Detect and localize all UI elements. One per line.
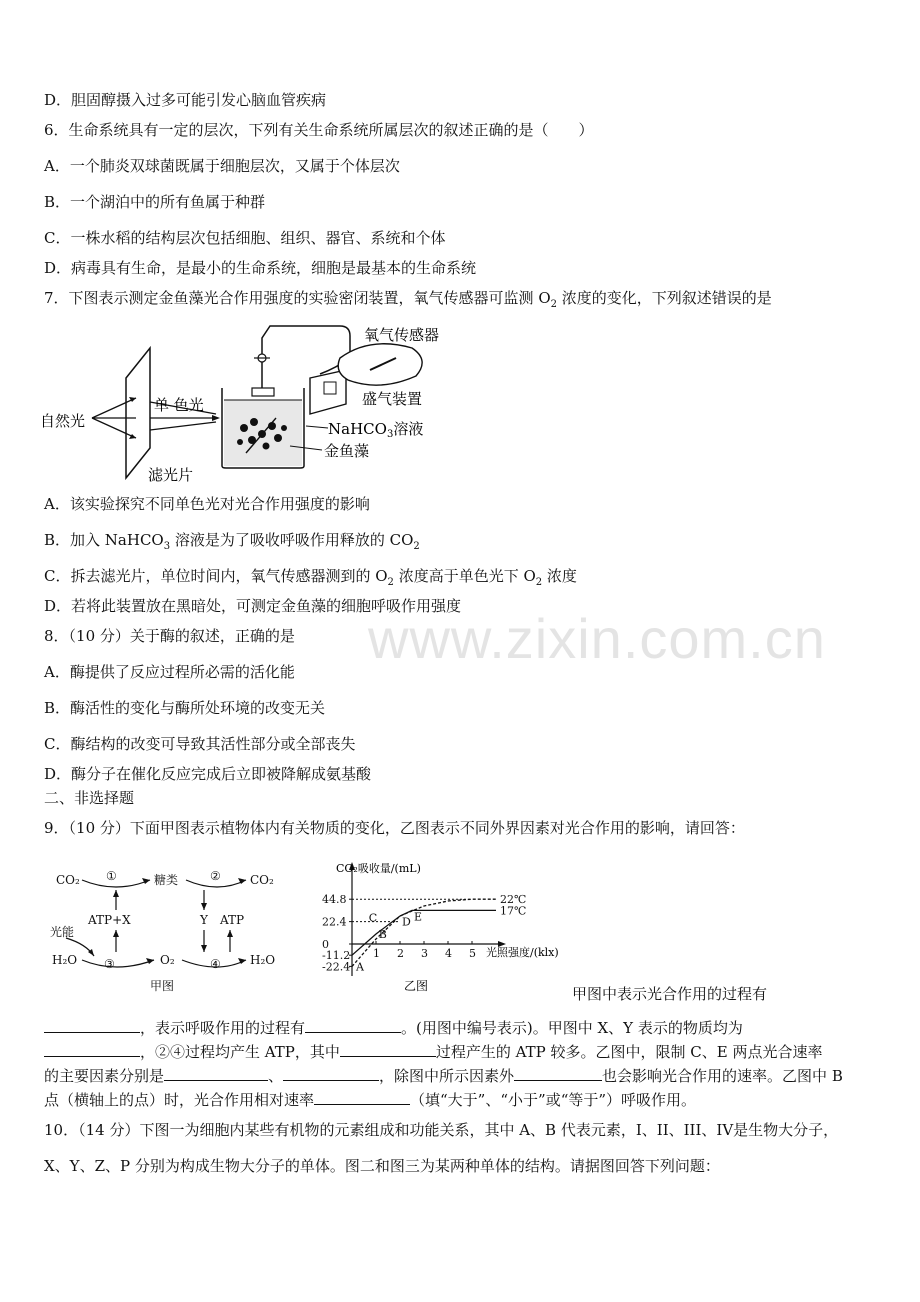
svg-text:③: ③: [104, 957, 115, 971]
q7-option-c: C．拆去滤光片，单位时间内，氧气传感器测到的 $O_2$ 浓度高于单色光下 $O_2$ 浓度: [44, 567, 577, 588]
q7-stem: 7．下图表示测定金鱼藻光合作用强度的实验密闭装置，氧气传感器可监测 $O_2$ 浓度的变化，下列叙述错误的是: [44, 289, 772, 310]
svg-text:④: ④: [210, 957, 221, 971]
svg-text:O₂: O₂: [160, 953, 175, 967]
series-label: 17℃: [500, 904, 527, 918]
svg-text:ATP: ATP: [220, 913, 245, 927]
point-label-E: E: [414, 910, 423, 924]
answer-blank-8[interactable]: [314, 1090, 410, 1105]
section-heading: 二、非选择题: [44, 789, 135, 807]
svg-text:CO₂: CO₂: [250, 873, 274, 887]
q8-option-c: C．酶结构的改变可导致其活性部分或全部丧失: [44, 735, 356, 753]
q8-option-d: D．酶分子在催化反应完成后立即被降解成氨基酸: [44, 765, 372, 783]
svg-text:H₂O: H₂O: [52, 953, 78, 967]
q8-option-a: A．酶提供了反应过程所必需的活化能: [44, 663, 295, 681]
series-label: 22℃: [500, 893, 527, 907]
answer-blank-6[interactable]: [283, 1066, 379, 1081]
y-tick-label: -11.2: [322, 949, 351, 963]
q9-blank-line-3: 的主要因素分别是 、 ，除图中所示因素外 也会影响光合作用的速率。乙图中 B: [44, 1067, 843, 1085]
solution-label: NaHCO$_3$溶液: [328, 420, 424, 440]
q6-option-b: B．一个湖泊中的所有鱼属于种群: [44, 193, 266, 211]
x-tick-label: 3: [421, 947, 428, 960]
y-tick-label: 0: [322, 938, 329, 951]
q9-blank-line-1: ，表示呼吸作用的过程有 。(用图中编号表示)。甲图中 X、Y 表示的物质均为: [44, 1018, 743, 1038]
y-tick-label: -22.4: [322, 960, 351, 974]
point-label-D: D: [402, 915, 411, 929]
natural-light-label: 自然光: [40, 412, 86, 430]
q10-stem-line-2: X、Y、Z、P 分别为构成生物大分子的单体。图二和图三为某两种单体的结构。请据图回答下列问题：: [44, 1157, 720, 1175]
q7-option-b: B．加入 NaHCO$_3$ 溶液是为了吸收呼吸作用释放的 $CO_2$: [44, 531, 420, 552]
q5-option-d: D．胆固醇摄入过多可能引发心脑血管疾病: [44, 91, 327, 109]
svg-text:①: ①: [106, 869, 117, 883]
answer-blank-5[interactable]: [164, 1066, 268, 1081]
x-tick-label: 5: [469, 947, 476, 960]
point-label-B: B: [378, 928, 387, 941]
q6-option-d: D．病毒具有生命，是最小的生命系统，细胞是最基本的生命系统: [44, 259, 477, 277]
svg-text:光能: 光能: [50, 925, 75, 939]
q8-option-b: B．酶活性的变化与酶所处环境的改变无关: [44, 699, 326, 717]
svg-text:CO₂: CO₂: [56, 873, 80, 887]
q9-blank-line-2: ，②④过程均产生 ATP，其中 过程产生的 ATP 较多。乙图中，限制 C、E 两点光合速率: [44, 1042, 823, 1062]
yi-caption: 乙图: [404, 979, 429, 993]
q10-stem-line-1: 10．（14 分）下图一为细胞内某些有机物的元素组成和功能关系，其中 A、B 代表元素，I、II、III、IV是生物大分子，: [44, 1121, 839, 1139]
q6-option-a: A．一个肺炎双球菌既属于细胞层次，又属于个体层次: [44, 157, 400, 175]
q7-option-a: A．该实验探究不同单色光对光合作用强度的影响: [44, 495, 370, 513]
x-axis-label: 光照强度/(klx): [486, 946, 559, 959]
q9-stem: 9．（10 分）下面甲图表示植物体内有关物质的变化，乙图表示不同外界因素对光合作用的影响，请回答：: [44, 819, 745, 837]
svg-text:Y: Y: [200, 913, 208, 927]
svg-text:糖类: 糖类: [154, 873, 179, 887]
answer-blank-7[interactable]: [514, 1066, 602, 1081]
svg-text:H₂O: H₂O: [250, 953, 276, 967]
y-tick-label: 22.4: [322, 915, 347, 929]
mono-light-label: 单 色光: [154, 396, 204, 414]
point-label-C: C: [368, 911, 378, 925]
filter-plate: [126, 348, 150, 478]
svg-text:甲图: 甲图: [150, 979, 175, 993]
q6-option-c: C．一株水稻的结构层次包括细胞、组织、器官、系统和个体: [44, 229, 446, 247]
q9-blank-line-4: 点（横轴上的点）时，光合作用相对速率 （填“大于”、“小于”或“等于”）呼吸作用。: [44, 1091, 697, 1109]
filter-label: 滤光片: [148, 466, 194, 484]
jia-figure: [46, 860, 286, 996]
x-tick-label: 2: [397, 947, 404, 960]
q8-stem: 8．（10 分）关于酶的叙述，正确的是: [44, 627, 295, 645]
x-tick-label: 1: [373, 947, 380, 960]
answer-blank-3[interactable]: [44, 1042, 140, 1057]
x-tick-label: 4: [445, 947, 452, 960]
y-axis-label: CO₂吸收量/(mL): [336, 862, 421, 875]
q7-apparatus-figure: [40, 318, 460, 490]
answer-blank-4[interactable]: [340, 1042, 436, 1057]
answer-blank-1[interactable]: [44, 1018, 140, 1033]
watermark: www.zixin.com.cn: [368, 607, 826, 670]
svg-text:②: ②: [210, 869, 221, 883]
gas-device-label: 盛气装置: [362, 390, 423, 408]
q9-tail: 甲图中表示光合作用的过程有: [572, 985, 768, 1003]
q7-option-d: D．若将此装置放在黑暗处，可测定金鱼藻的细胞呼吸作用强度: [44, 597, 462, 615]
plant-label: 金鱼藻: [324, 442, 370, 460]
y-tick-label: 44.8: [322, 893, 347, 907]
answer-blank-2[interactable]: [305, 1018, 401, 1033]
point-label-A: A: [356, 960, 364, 974]
svg-text:ATP+X: ATP+X: [88, 913, 131, 927]
q6-stem: 6．生命系统具有一定的层次，下列有关生命系统所属层次的叙述正确的是（ ）: [44, 121, 594, 139]
yi-chart: [300, 858, 559, 998]
sensor-label: 氧气传感器: [364, 326, 440, 344]
